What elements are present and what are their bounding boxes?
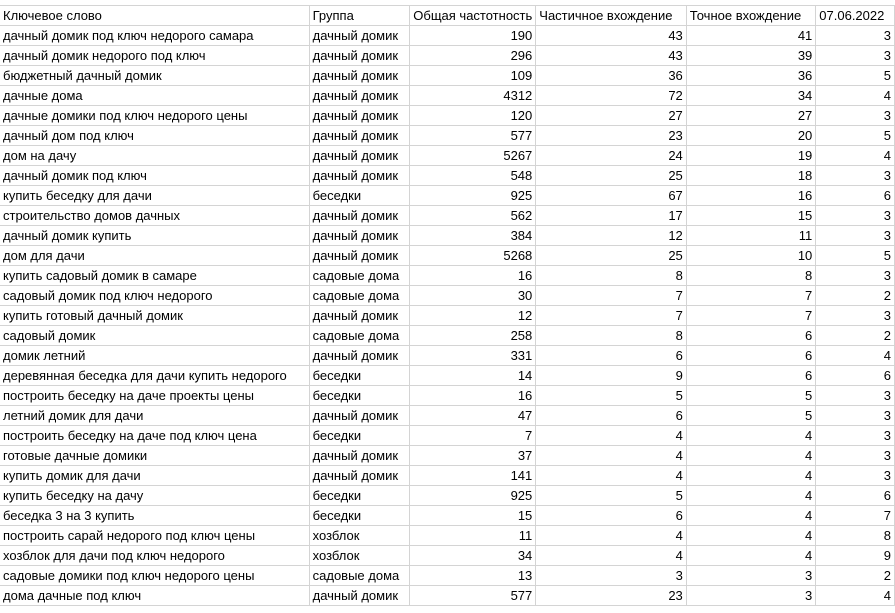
cell-date-col[interactable]: 4 xyxy=(816,86,895,106)
table-row xyxy=(0,186,895,206)
cell-group[interactable]: дачный домик xyxy=(309,166,410,186)
cell-exact-match[interactable]: 34 xyxy=(686,86,815,106)
cell-group[interactable]: дачный домик xyxy=(309,106,410,126)
table-body xyxy=(0,6,895,606)
cell-total-frequency[interactable]: 190 xyxy=(410,26,536,46)
cell-exact-match[interactable]: 27 xyxy=(686,106,815,126)
cell-date-col[interactable]: 5 xyxy=(816,126,895,146)
cell-total-frequency[interactable]: 5268 xyxy=(410,246,536,266)
cell-keyword[interactable]: готовые дачные домики xyxy=(0,446,309,466)
cell-date-col[interactable]: 5 xyxy=(816,246,895,266)
cell-total-frequency[interactable]: 258 xyxy=(410,326,536,346)
table-row xyxy=(0,506,895,526)
cell-keyword[interactable]: дом для дачи xyxy=(0,246,309,266)
cell-total-frequency[interactable]: 11 xyxy=(410,526,536,546)
keyword-table xyxy=(0,6,895,606)
cell-exact-match[interactable]: 4 xyxy=(686,466,815,486)
cell-partial-match[interactable]: 23 xyxy=(536,126,687,146)
cell-partial-match[interactable]: 72 xyxy=(536,86,687,106)
cell-exact-match[interactable]: 41 xyxy=(686,26,815,46)
cell-exact-match[interactable]: 15 xyxy=(686,206,815,226)
cell-total-frequency[interactable]: 7 xyxy=(410,426,536,446)
cell-date-col[interactable]: 2 xyxy=(816,286,895,306)
cell-total-frequency[interactable]: 577 xyxy=(410,586,536,606)
cell-group[interactable]: беседки xyxy=(309,486,410,506)
cell-exact-match[interactable]: 4 xyxy=(686,446,815,466)
cell-group[interactable]: садовые дома xyxy=(309,566,410,586)
cell-keyword[interactable]: дачный дом под ключ xyxy=(0,126,309,146)
cell-date-col[interactable]: 3 xyxy=(816,386,895,406)
cell-partial-match[interactable]: 7 xyxy=(536,286,687,306)
cell-group[interactable]: садовые дома xyxy=(309,286,410,306)
cell-exact-match[interactable]: 16 xyxy=(686,186,815,206)
table-row xyxy=(0,246,895,266)
cell-exact-match[interactable]: 4 xyxy=(686,526,815,546)
cell-total-frequency[interactable]: 4312 xyxy=(410,86,536,106)
cell-date-col[interactable]: 6 xyxy=(816,366,895,386)
cell-keyword[interactable]: домик летний xyxy=(0,346,309,366)
cell-keyword[interactable]: дачный домик под ключ xyxy=(0,166,309,186)
cell-total-frequency[interactable]: 30 xyxy=(410,286,536,306)
cell-date-col[interactable]: 5 xyxy=(816,66,895,86)
header-cell-keyword[interactable]: Ключевое слово xyxy=(0,6,309,26)
cell-keyword[interactable]: строительство домов дачных xyxy=(0,206,309,226)
cell-partial-match[interactable]: 8 xyxy=(536,266,687,286)
cell-date-col[interactable]: 2 xyxy=(816,326,895,346)
cell-partial-match[interactable]: 43 xyxy=(536,46,687,66)
cell-date-col[interactable]: 3 xyxy=(816,446,895,466)
table-row xyxy=(0,26,895,46)
cell-total-frequency[interactable]: 925 xyxy=(410,186,536,206)
cell-date-col[interactable]: 6 xyxy=(816,186,895,206)
table-row xyxy=(0,326,895,346)
cell-total-frequency[interactable]: 925 xyxy=(410,486,536,506)
table-row xyxy=(0,346,895,366)
table-row xyxy=(0,46,895,66)
cell-partial-match[interactable]: 67 xyxy=(536,186,687,206)
table-row xyxy=(0,486,895,506)
cell-total-frequency[interactable]: 548 xyxy=(410,166,536,186)
table-row xyxy=(0,466,895,486)
cell-total-frequency[interactable]: 577 xyxy=(410,126,536,146)
cell-exact-match[interactable]: 4 xyxy=(686,486,815,506)
cell-total-frequency[interactable]: 562 xyxy=(410,206,536,226)
cell-date-col[interactable]: 2 xyxy=(816,566,895,586)
header-row xyxy=(0,6,895,26)
cell-date-col[interactable]: 3 xyxy=(816,226,895,246)
cell-date-col[interactable]: 3 xyxy=(816,206,895,226)
cell-partial-match[interactable]: 6 xyxy=(536,406,687,426)
cell-partial-match[interactable]: 36 xyxy=(536,66,687,86)
cell-group[interactable]: дачный домик xyxy=(309,446,410,466)
cell-group[interactable]: дачный домик xyxy=(309,306,410,326)
cell-partial-match[interactable]: 17 xyxy=(536,206,687,226)
table-row xyxy=(0,126,895,146)
cell-partial-match[interactable]: 6 xyxy=(536,346,687,366)
cell-date-col[interactable]: 3 xyxy=(816,426,895,446)
table-row xyxy=(0,86,895,106)
cell-group[interactable]: беседки xyxy=(309,506,410,526)
cell-partial-match[interactable]: 7 xyxy=(536,306,687,326)
cell-date-col[interactable]: 4 xyxy=(816,346,895,366)
cell-exact-match[interactable]: 18 xyxy=(686,166,815,186)
cell-keyword[interactable]: построить беседку на даче под ключ цена xyxy=(0,426,309,446)
cell-group[interactable]: дачный домик xyxy=(309,66,410,86)
cell-keyword[interactable]: построить сарай недорого под ключ цены xyxy=(0,526,309,546)
cell-total-frequency[interactable]: 16 xyxy=(410,386,536,406)
cell-exact-match[interactable]: 20 xyxy=(686,126,815,146)
cell-total-frequency[interactable]: 47 xyxy=(410,406,536,426)
table-row xyxy=(0,446,895,466)
cell-exact-match[interactable]: 36 xyxy=(686,66,815,86)
cell-total-frequency[interactable]: 331 xyxy=(410,346,536,366)
table-row xyxy=(0,146,895,166)
cell-group[interactable]: беседки xyxy=(309,186,410,206)
cell-partial-match[interactable]: 24 xyxy=(536,146,687,166)
cell-total-frequency[interactable]: 5267 xyxy=(410,146,536,166)
cell-exact-match[interactable]: 7 xyxy=(686,286,815,306)
cell-partial-match[interactable]: 8 xyxy=(536,326,687,346)
table-row xyxy=(0,286,895,306)
cell-partial-match[interactable]: 5 xyxy=(536,486,687,506)
cell-keyword[interactable]: бюджетный дачный домик xyxy=(0,66,309,86)
table-row xyxy=(0,426,895,446)
cell-partial-match[interactable]: 43 xyxy=(536,26,687,46)
cell-exact-match[interactable]: 3 xyxy=(686,586,815,606)
cell-total-frequency[interactable]: 16 xyxy=(410,266,536,286)
cell-partial-match[interactable]: 3 xyxy=(536,566,687,586)
cell-group[interactable]: садовые дома xyxy=(309,326,410,346)
table-row xyxy=(0,106,895,126)
table-row xyxy=(0,226,895,246)
cell-group[interactable]: дачный домик xyxy=(309,586,410,606)
cell-total-frequency[interactable]: 141 xyxy=(410,466,536,486)
cell-keyword[interactable]: летний домик для дачи xyxy=(0,406,309,426)
cell-total-frequency[interactable]: 120 xyxy=(410,106,536,126)
cell-date-col[interactable]: 3 xyxy=(816,106,895,126)
cell-partial-match[interactable]: 4 xyxy=(536,426,687,446)
cell-group[interactable]: дачный домик xyxy=(309,346,410,366)
table-row xyxy=(0,406,895,426)
cell-date-col[interactable]: 7 xyxy=(816,506,895,526)
cell-group[interactable]: дачный домик xyxy=(309,86,410,106)
cell-exact-match[interactable]: 19 xyxy=(686,146,815,166)
header-cell-date-col[interactable]: 07.06.2022 xyxy=(816,6,895,26)
cell-keyword[interactable]: дома дачные под ключ xyxy=(0,586,309,606)
cell-date-col[interactable]: 9 xyxy=(816,546,895,566)
cell-partial-match[interactable]: 4 xyxy=(536,546,687,566)
cell-group[interactable]: беседки xyxy=(309,386,410,406)
cell-total-frequency[interactable]: 34 xyxy=(410,546,536,566)
cell-group[interactable]: дачный домик xyxy=(309,26,410,46)
cell-exact-match[interactable]: 7 xyxy=(686,306,815,326)
cell-group[interactable]: дачный домик xyxy=(309,246,410,266)
table-row xyxy=(0,66,895,86)
cell-group[interactable]: садовые дома xyxy=(309,266,410,286)
cell-exact-match[interactable]: 8 xyxy=(686,266,815,286)
cell-group[interactable]: дачный домик xyxy=(309,466,410,486)
cell-exact-match[interactable]: 10 xyxy=(686,246,815,266)
cell-partial-match[interactable]: 27 xyxy=(536,106,687,126)
cell-total-frequency[interactable]: 296 xyxy=(410,46,536,66)
cell-keyword[interactable]: дачный домик под ключ недорого самара xyxy=(0,26,309,46)
header-cell-group[interactable]: Группа xyxy=(309,6,410,26)
table-row xyxy=(0,366,895,386)
cell-keyword[interactable]: дачные дома xyxy=(0,86,309,106)
cell-exact-match[interactable]: 6 xyxy=(686,326,815,346)
table-row xyxy=(0,206,895,226)
cell-exact-match[interactable]: 5 xyxy=(686,386,815,406)
cell-partial-match[interactable]: 4 xyxy=(536,526,687,546)
cell-keyword[interactable]: дачный домик недорого под ключ xyxy=(0,46,309,66)
cell-keyword[interactable]: садовый домик под ключ недорого xyxy=(0,286,309,306)
cell-partial-match[interactable]: 12 xyxy=(536,226,687,246)
cell-group[interactable]: дачный домик xyxy=(309,226,410,246)
cell-date-col[interactable]: 3 xyxy=(816,466,895,486)
header-cell-total-frequency[interactable]: Общая частотность xyxy=(410,6,536,26)
cell-keyword[interactable]: купить домик для дачи xyxy=(0,466,309,486)
cell-group[interactable]: дачный домик xyxy=(309,206,410,226)
cell-date-col[interactable]: 3 xyxy=(816,306,895,326)
table-row xyxy=(0,526,895,546)
cell-keyword[interactable]: купить садовый домик в самаре xyxy=(0,266,309,286)
cell-date-col[interactable]: 3 xyxy=(816,26,895,46)
cell-partial-match[interactable]: 5 xyxy=(536,386,687,406)
cell-date-col[interactable]: 3 xyxy=(816,266,895,286)
cell-keyword[interactable]: купить готовый дачный домик xyxy=(0,306,309,326)
cell-total-frequency[interactable]: 384 xyxy=(410,226,536,246)
cell-date-col[interactable]: 4 xyxy=(816,146,895,166)
cell-group[interactable]: хозблок xyxy=(309,526,410,546)
cell-total-frequency[interactable]: 109 xyxy=(410,66,536,86)
table-row xyxy=(0,586,895,606)
header-cell-partial-match[interactable]: Частичное вхождение xyxy=(536,6,687,26)
cell-keyword[interactable]: дачные домики под ключ недорого цены xyxy=(0,106,309,126)
cell-total-frequency[interactable]: 12 xyxy=(410,306,536,326)
cell-partial-match[interactable]: 23 xyxy=(536,586,687,606)
cell-keyword[interactable]: построить беседку на даче проекты цены xyxy=(0,386,309,406)
cell-exact-match[interactable]: 11 xyxy=(686,226,815,246)
cell-date-col[interactable]: 6 xyxy=(816,486,895,506)
table-row xyxy=(0,266,895,286)
cell-date-col[interactable]: 3 xyxy=(816,166,895,186)
cell-date-col[interactable]: 8 xyxy=(816,526,895,546)
cell-partial-match[interactable]: 4 xyxy=(536,466,687,486)
cell-exact-match[interactable]: 3 xyxy=(686,566,815,586)
cell-exact-match[interactable]: 4 xyxy=(686,506,815,526)
cell-keyword[interactable]: дачный домик купить xyxy=(0,226,309,246)
cell-group[interactable]: дачный домик xyxy=(309,46,410,66)
table-row xyxy=(0,386,895,406)
cell-keyword[interactable]: хозблок для дачи под ключ недорого xyxy=(0,546,309,566)
cell-keyword[interactable]: садовые домики под ключ недорого цены xyxy=(0,566,309,586)
cell-keyword[interactable]: садовый домик xyxy=(0,326,309,346)
cell-partial-match[interactable]: 4 xyxy=(536,446,687,466)
cell-exact-match[interactable]: 6 xyxy=(686,346,815,366)
cell-group[interactable]: беседки xyxy=(309,366,410,386)
cell-group[interactable]: хозблок xyxy=(309,546,410,566)
cell-group[interactable]: дачный домик xyxy=(309,146,410,166)
cell-partial-match[interactable]: 25 xyxy=(536,246,687,266)
cell-partial-match[interactable]: 6 xyxy=(536,506,687,526)
cell-keyword[interactable]: деревянная беседка для дачи купить недорого xyxy=(0,366,309,386)
cell-group[interactable]: дачный домик xyxy=(309,406,410,426)
header-cell-exact-match[interactable]: Точное вхождение xyxy=(686,6,815,26)
cell-exact-match[interactable]: 4 xyxy=(686,426,815,446)
cell-exact-match[interactable]: 6 xyxy=(686,366,815,386)
cell-total-frequency[interactable]: 37 xyxy=(410,446,536,466)
table-row xyxy=(0,306,895,326)
cell-keyword[interactable]: беседка 3 на 3 купить xyxy=(0,506,309,526)
cell-total-frequency[interactable]: 14 xyxy=(410,366,536,386)
cell-exact-match[interactable]: 5 xyxy=(686,406,815,426)
cell-keyword[interactable]: купить беседку на дачу xyxy=(0,486,309,506)
cell-date-col[interactable]: 4 xyxy=(816,586,895,606)
cell-total-frequency[interactable]: 13 xyxy=(410,566,536,586)
cell-keyword[interactable]: купить беседку для дачи xyxy=(0,186,309,206)
cell-date-col[interactable]: 3 xyxy=(816,46,895,66)
table-row xyxy=(0,566,895,586)
cell-date-col[interactable]: 3 xyxy=(816,406,895,426)
cell-exact-match[interactable]: 4 xyxy=(686,546,815,566)
cell-group[interactable]: беседки xyxy=(309,426,410,446)
table-row xyxy=(0,166,895,186)
cell-keyword[interactable]: дом на дачу xyxy=(0,146,309,166)
cell-group[interactable]: дачный домик xyxy=(309,126,410,146)
cell-total-frequency[interactable]: 15 xyxy=(410,506,536,526)
cell-exact-match[interactable]: 39 xyxy=(686,46,815,66)
table-row xyxy=(0,546,895,566)
cell-partial-match[interactable]: 9 xyxy=(536,366,687,386)
cell-partial-match[interactable]: 25 xyxy=(536,166,687,186)
